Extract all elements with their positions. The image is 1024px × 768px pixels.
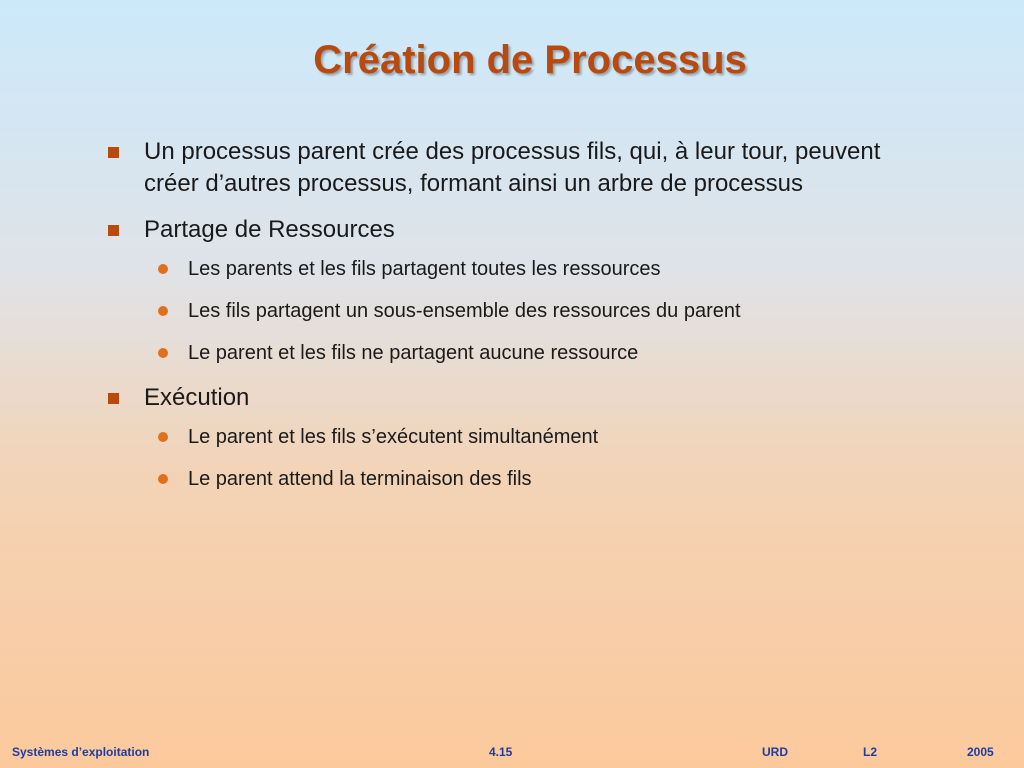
footer-page-number: 4.15 — [489, 745, 513, 759]
bullet-execution — [108, 382, 928, 414]
round-bullet-icon — [158, 432, 168, 442]
bullet-arbre-processus — [108, 136, 928, 200]
sub-bullet — [154, 256, 928, 282]
round-bullet-icon — [158, 348, 168, 358]
round-bullet-icon — [158, 306, 168, 316]
footer-level: L2 — [863, 745, 878, 759]
sub-bullet — [154, 424, 928, 450]
sub-bullets-ressources — [154, 256, 928, 366]
bullet-partage-ressources — [108, 214, 928, 246]
round-bullet-icon — [158, 264, 168, 274]
round-bullet-icon — [158, 474, 168, 484]
bullet-text: Un processus parent crée des processus fils, qui, à leur tour, peuvent créer d’autres processus, formant ainsi un arbre de processus — [144, 138, 881, 197]
sub-bullet-text: Le parent et les fils ne partagent aucune ressource — [188, 342, 639, 364]
sub-bullet — [154, 298, 928, 324]
slide-content — [108, 136, 928, 508]
bullet-text: Exécution — [144, 384, 250, 411]
sub-bullet-text: Les parents et les fils partagent toutes les ressources — [188, 258, 661, 280]
slide-title: Création de Processus — [313, 38, 747, 82]
sub-bullet-text: Le parent et les fils s’exécutent simultanément — [188, 426, 599, 448]
sub-bullet — [154, 466, 928, 492]
sub-bullet-text: Les fils partagent un sous-ensemble des ressources du parent — [188, 300, 741, 322]
footer-year: 2005 — [967, 745, 994, 759]
square-bullet-icon — [108, 147, 119, 158]
square-bullet-icon — [108, 225, 119, 236]
footer-course: Systèmes d’exploitation — [12, 745, 150, 759]
sub-bullet — [154, 340, 928, 366]
sub-bullets-execution — [154, 424, 928, 492]
square-bullet-icon — [108, 393, 119, 404]
sub-bullet-text: Le parent attend la terminaison des fils — [188, 468, 532, 490]
footer-org: URD — [762, 745, 788, 759]
bullet-text: Partage de Ressources — [144, 216, 395, 243]
